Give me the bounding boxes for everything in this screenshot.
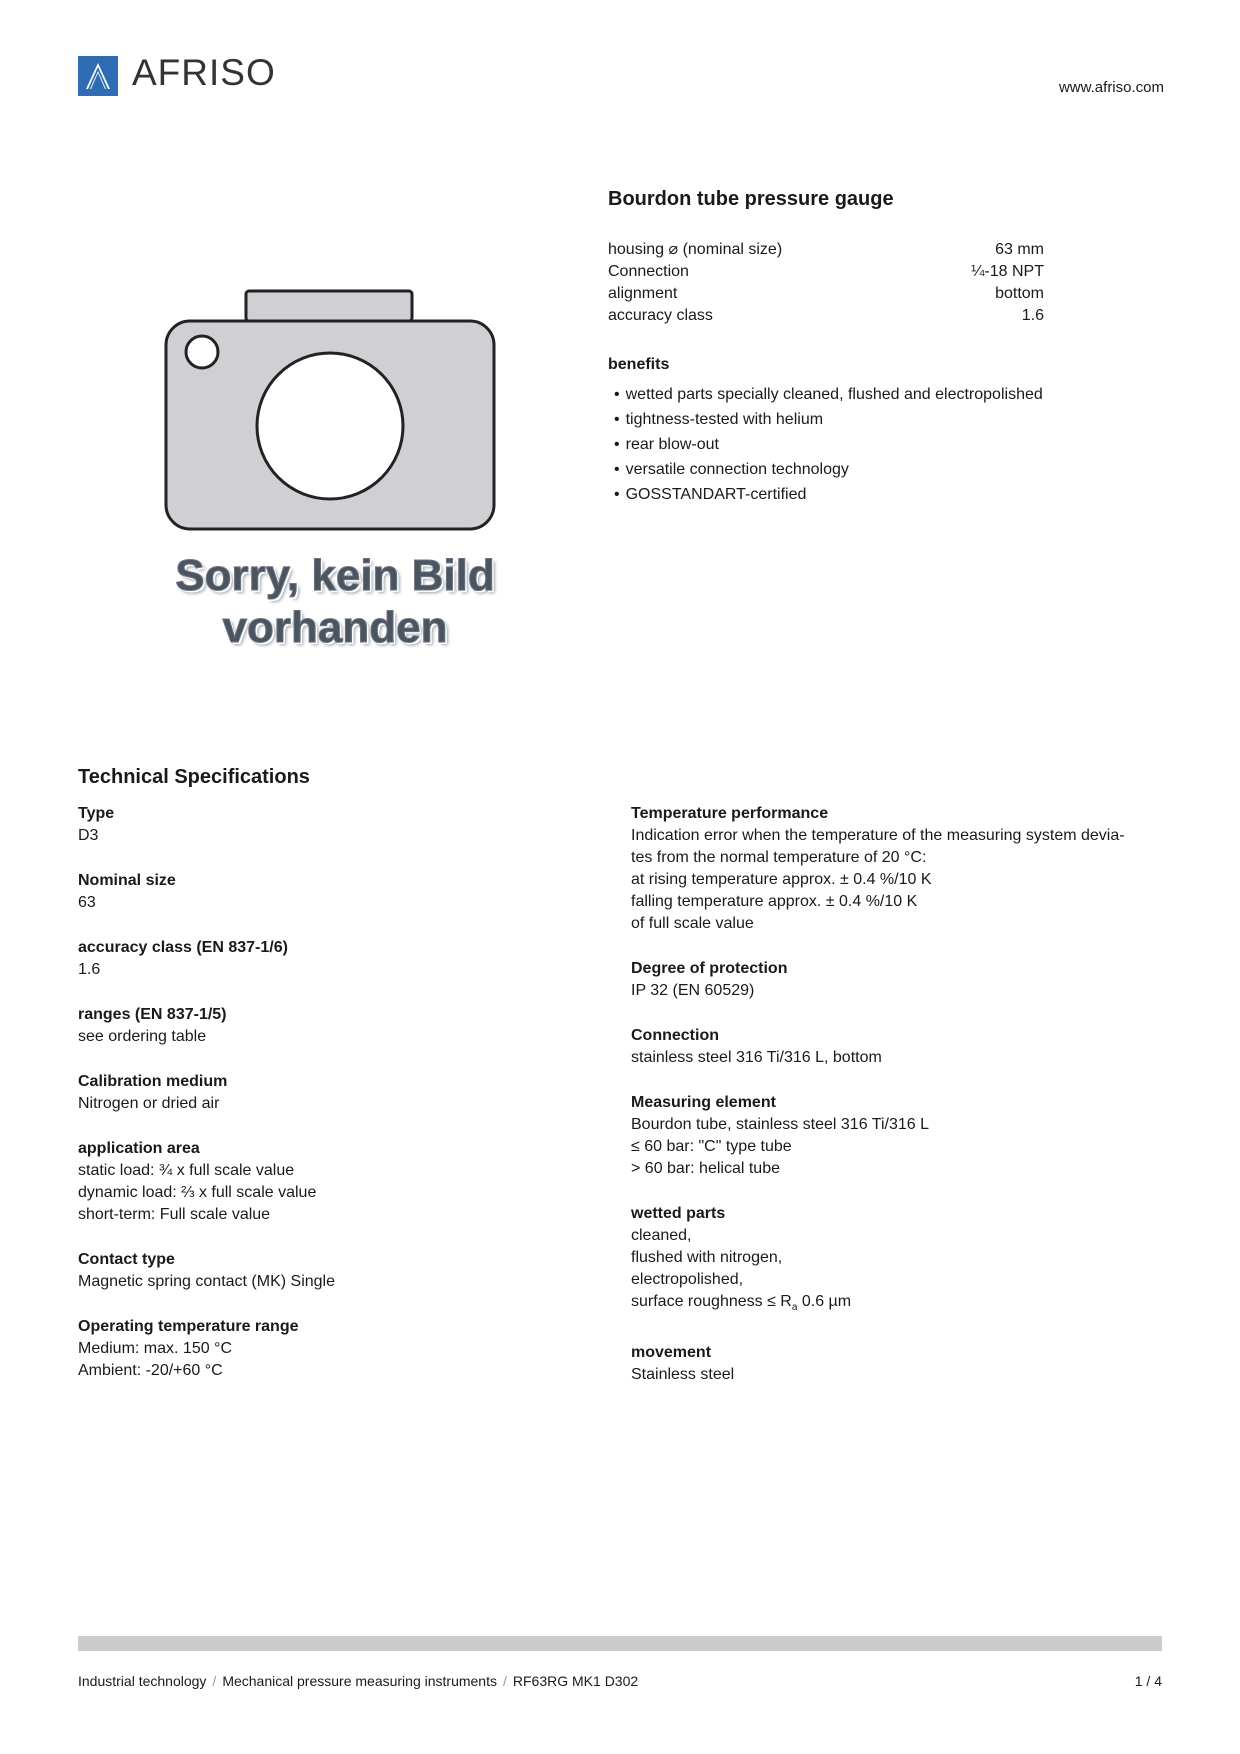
spec-label: Calibration medium bbox=[78, 1073, 228, 1090]
spec-contact-type bbox=[78, 1249, 598, 1293]
benefit-item: • rear blow-out bbox=[608, 432, 1044, 457]
spec-value: flushed with nitrogen, bbox=[631, 1249, 783, 1266]
spec-value: cleaned, bbox=[631, 1227, 692, 1244]
spec-value: tes from the normal temperature of 20 °C: bbox=[631, 849, 927, 866]
spec-value: see ordering table bbox=[78, 1028, 207, 1045]
spec-value: falling temperature approx. ± 0.4 %/10 K bbox=[631, 893, 918, 910]
no-image-caption-line2: vorhanden bbox=[222, 603, 448, 652]
spec-value: 63 bbox=[78, 894, 96, 911]
summary-label: alignment bbox=[608, 285, 678, 302]
summary-value: ¼-18 NPT bbox=[971, 263, 1044, 280]
page-number: 1 / 4 bbox=[1134, 1673, 1162, 1689]
spec-application-area bbox=[78, 1138, 598, 1226]
spec-value: Nitrogen or dried air bbox=[78, 1095, 220, 1112]
tech-specs-right-column bbox=[631, 803, 1151, 1409]
website-link[interactable]: www.afriso.com bbox=[1058, 79, 1164, 96]
spec-label: Contact type bbox=[78, 1251, 175, 1268]
spec-ranges bbox=[78, 1004, 598, 1048]
spec-label: Temperature performance bbox=[631, 805, 829, 822]
benefit-item: • GOSSTANDART-certified bbox=[608, 482, 1044, 507]
spec-value: at rising temperature approx. ± 0.4 %/10 K bbox=[631, 871, 932, 888]
summary-value: bottom bbox=[995, 285, 1044, 302]
camera-icon bbox=[160, 288, 510, 538]
spec-calibration-medium bbox=[78, 1071, 598, 1115]
spec-value: stainless steel 316 Ti/316 L, bottom bbox=[631, 1049, 882, 1066]
spec-label: Connection bbox=[631, 1027, 719, 1044]
spec-measuring-element bbox=[631, 1092, 1151, 1180]
roughness-subscript: a bbox=[791, 1302, 798, 1314]
spec-label: Type bbox=[78, 805, 115, 822]
footer bbox=[78, 1673, 1162, 1689]
summary-row bbox=[608, 283, 1044, 305]
tech-specs-left-column bbox=[78, 803, 598, 1405]
spec-label: ranges (EN 837-1/5) bbox=[78, 1006, 227, 1023]
spec-temperature-performance bbox=[631, 803, 1151, 935]
summary-label: accuracy class bbox=[608, 307, 713, 324]
spec-value: dynamic load: ⅔ x full scale value bbox=[78, 1184, 317, 1201]
spec-label: accuracy class (EN 837-1/6) bbox=[78, 939, 288, 956]
spec-label: Nominal size bbox=[78, 872, 176, 889]
roughness-suffix: 0.6 µm bbox=[797, 1293, 852, 1310]
spec-value: electropolished, bbox=[631, 1271, 744, 1288]
breadcrumb-separator: / bbox=[503, 1673, 507, 1689]
spec-connection bbox=[631, 1025, 1151, 1069]
spec-value: Magnetic spring contact (MK) Single bbox=[78, 1273, 335, 1290]
benefits-list bbox=[608, 382, 1044, 507]
spec-wetted-parts bbox=[631, 1203, 1151, 1319]
spec-label: application area bbox=[78, 1140, 200, 1157]
spec-operating-temperature bbox=[78, 1316, 598, 1382]
spec-value: static load: ¾ x full scale value bbox=[78, 1162, 295, 1179]
benefit-item: • tightness-tested with helium bbox=[608, 407, 1044, 432]
spec-label: Measuring element bbox=[631, 1094, 776, 1111]
breadcrumb-item: RF63RG MK1 D302 bbox=[512, 1673, 639, 1689]
spec-value: Ambient: -20/+60 °C bbox=[78, 1362, 223, 1379]
spec-value: Medium: max. 150 °C bbox=[78, 1340, 233, 1357]
spec-accuracy-class bbox=[78, 937, 598, 981]
benefit-item: • versatile connection technology bbox=[608, 457, 1044, 482]
spec-value: 1.6 bbox=[78, 961, 101, 978]
no-image-caption bbox=[160, 550, 510, 654]
benefit-item: • wetted parts specially cleaned, flushed and electropolished bbox=[608, 382, 1044, 407]
breadcrumb bbox=[78, 1673, 638, 1689]
summary-row bbox=[608, 261, 1044, 283]
tech-specs-heading: Technical Specifications bbox=[78, 766, 310, 788]
spec-label: Operating temperature range bbox=[78, 1318, 299, 1335]
benefits-heading: benefits bbox=[608, 356, 670, 373]
roughness-prefix: surface roughness ≤ R bbox=[631, 1293, 792, 1310]
spec-value: Bourdon tube, stainless steel 316 Ti/316 L bbox=[631, 1116, 929, 1133]
summary-value: 63 mm bbox=[995, 241, 1044, 258]
summary-label: Connection bbox=[608, 263, 689, 280]
breadcrumb-item: Industrial technology bbox=[78, 1673, 207, 1689]
spec-value: Indication error when the temperature of the measuring system devia- bbox=[631, 827, 1125, 844]
spec-nominal-size bbox=[78, 870, 598, 914]
summary-label: housing ⌀ (nominal size) bbox=[608, 241, 783, 258]
brand-name: AFRISO bbox=[132, 52, 276, 93]
spec-value: > 60 bar: helical tube bbox=[631, 1160, 780, 1177]
spec-movement bbox=[631, 1342, 1151, 1386]
product-summary bbox=[608, 188, 1044, 507]
spec-label: wetted parts bbox=[631, 1205, 726, 1222]
spec-value: D3 bbox=[78, 827, 99, 844]
breadcrumb-separator: / bbox=[212, 1673, 217, 1689]
product-image-placeholder bbox=[160, 288, 510, 668]
spec-value: of full scale value bbox=[631, 915, 754, 932]
brand-logo bbox=[78, 52, 308, 96]
spec-value: IP 32 (EN 60529) bbox=[631, 982, 755, 999]
breadcrumb-item: Mechanical pressure measuring instruments bbox=[222, 1673, 497, 1689]
spec-label: movement bbox=[631, 1344, 712, 1362]
spec-value: short-term: Full scale value bbox=[78, 1206, 271, 1223]
spec-value: ≤ 60 bar: "C" type tube bbox=[631, 1138, 792, 1155]
summary-row bbox=[608, 239, 1044, 261]
footer-divider-bar bbox=[78, 1636, 1162, 1651]
spec-type bbox=[78, 803, 598, 847]
no-image-caption-line1: Sorry, kein Bild bbox=[175, 551, 495, 600]
product-title: Bourdon tube pressure gauge bbox=[608, 188, 894, 210]
summary-row bbox=[608, 305, 1044, 327]
summary-table bbox=[608, 239, 1044, 327]
spec-value-roughness bbox=[631, 1291, 1151, 1319]
summary-value: 1.6 bbox=[1021, 307, 1044, 324]
spec-degree-of-protection bbox=[631, 958, 1151, 1002]
afriso-logo-icon bbox=[78, 56, 118, 96]
spec-label: Degree of protection bbox=[631, 960, 788, 977]
spec-value: Stainless steel bbox=[631, 1366, 735, 1384]
